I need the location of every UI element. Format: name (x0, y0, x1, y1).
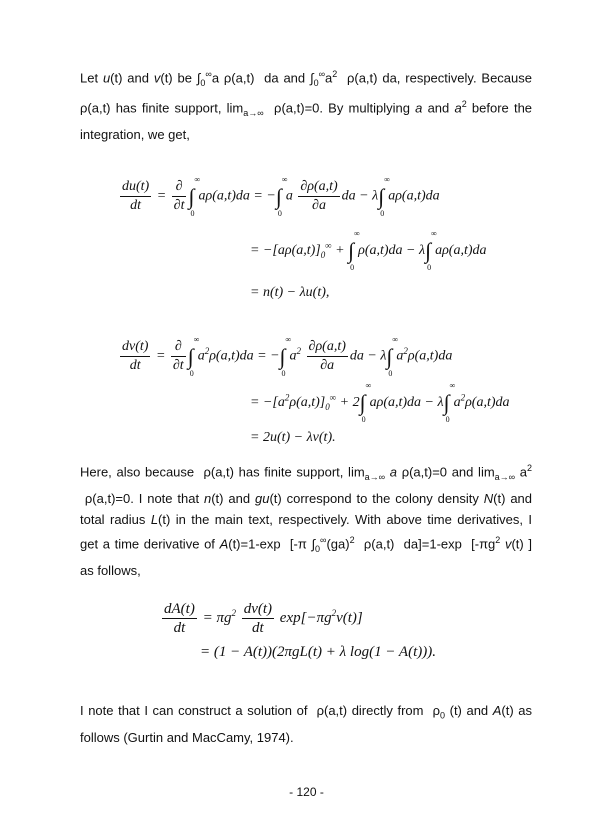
equation-dv-line1: $\frac{dv(t)}{dt}$ = $\frac{\partial}{\partial t}$ ∫ ∞ 0 $a^2\rho(a,t)da$ = −∫ ∞ 0 $a^2$ $\frac{\partial\rho(a,t)}{\partial a}$ da − λ∫ ∞ 0 $a^2\rho(a,t)da$ (122, 334, 453, 378)
equation-dA-line1: $\frac{dA(t)}{dt}$ = $\pi g^2$ $\frac{dv(t)}{dt}$ $\exp[-\pi g^2v(t)]$ (164, 601, 363, 636)
equation-du-line2: = $-[a\rho(a,t)]_0^\infty$ + ∫ ∞ 0 ρ(a,t)da − λ∫ ∞ 0 aρ(a,t)da (250, 229, 487, 272)
paragraph-solution: I note that I can construct a solution of ρ(a,t) directly from $\rho_0$ (t) and A(t) as follows (Gurtin and MacCamy, 1974). (80, 703, 533, 745)
page-number: - 120 - (289, 785, 324, 799)
equation-dv-line2: = $-[a^2\rho(a,t)]_0^\infty + 2\int$ ∞ 0 aρ(a,t)da − λ∫ ∞ 0 $a^2\rho(a,t)da$ (250, 381, 510, 424)
equation-du-line1: $\frac{du(t)}{dt}$ = $\frac{\partial}{\partial t}$ ∫ ∞ 0 aρ(a,t)da = −∫ ∞ 0 a $\frac{\partial\rho(a,t)}{\partial a}$ da − λ∫ ∞ 0 aρ(a,t)da (122, 174, 440, 218)
paragraph-derivative: Here, also because ρ(a,t) has finite support, $\lim_{a\to\infty} a$ ρ(a,t)=0 and $\lim_{a\to\infty} a^2$ ρ(a,t)=0. I note that n(t) and gu(t) correspond to the colony density N(t) and total radius L(t) in the main text, respectively. With above time derivatives, I get a time derivative of A(t)=1-exp [-π $\int_0^\infty(ga)^2$ ρ(a,t) da]=1-exp [$-\pi g^2$ v(t) ] as follows, (80, 463, 533, 578)
equation-dA-line2: = (1 − A(t))(2πgL(t) + λ log(1 − A(t))). (200, 644, 436, 660)
equation-dv-line3: = 2u(t) − λv(t). (250, 430, 336, 445)
paragraph-intro: Let u(t) and v(t) be $\int_0^\infty a$ ρ(a,t) da and $\int_0^\infty a^2$ ρ(a,t) da, respectively. Because ρ(a,t) has finite support, $\lim_{a\to\infty} \rho(a,t)=0$. By multiplying a and $a^2$ before the integration, we get, (80, 69, 533, 142)
equation-du-line3: = n(t) − λu(t), (250, 285, 330, 300)
